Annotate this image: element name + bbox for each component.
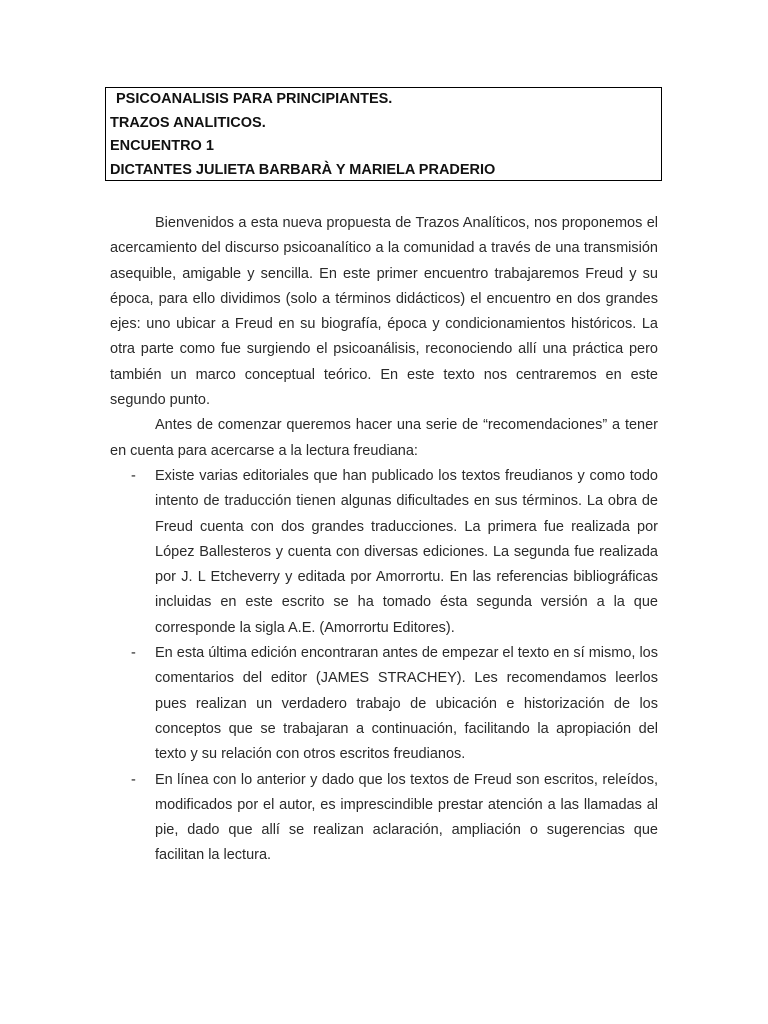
- recommendations-intro-paragraph: Antes de comenzar queremos hacer una serie de “recomendaciones” a tener en cuenta para acercarse a la lectura freudiana:: [110, 417, 658, 459]
- dash-bullet-marker: -: [131, 645, 136, 662]
- list-item-text: En esta última edición encontraran antes de empezar el texto en sí mismo, los comentarios del editor (JAMES STRACHEY). Les recomendamos leerlos pues realizan un verdadero trabajo de ubicación e historización de los conceptos que se trabajaran a continuación, facilitando la apropiación del texto y su relación con otros escritos freudianos.: [155, 645, 658, 763]
- title-box: [105, 87, 662, 181]
- dash-bullet-marker: -: [131, 467, 136, 484]
- list-item: [110, 464, 658, 641]
- list-item-text: En línea con lo anterior y dado que los textos de Freud son escritos, releídos, modificados por el autor, es imprescindible prestar atención a las llamadas al pie, dado que allí se realizan aclaración, ampliación o sugerencias que facilitan la lectura.: [155, 771, 658, 864]
- intro-paragraph: Bienvenidos a esta nueva propuesta de Trazos Analíticos, nos proponemos el acercamiento del discurso psicoanalítico a la comunidad a través de una transmisión asequible, amigable y sencilla. En este primer encuentro trabajaremos Freud y su época, para ello dividimos (solo a términos didácticos) el encuentro en dos grandes ejes: uno ubicar a Freud en su biografía, época y condicionamientos históricos. La otra parte como fue surgiendo el psicoanálisis, reconociendo allí una práctica pero también un marco conceptual teórico. En este texto nos centraremos en este segundo punto.: [110, 215, 658, 409]
- title-line-series: TRAZOS ANALITICOS.: [110, 114, 266, 131]
- title-line-lecturers: DICTANTES JULIETA BARBARÀ Y MARIELA PRADERIO: [110, 161, 496, 178]
- list-item: [110, 768, 658, 869]
- list-item: [110, 641, 658, 767]
- title-line-session: ENCUENTRO 1: [110, 138, 214, 154]
- recommendations-list: [110, 464, 658, 869]
- document-body: [110, 211, 658, 869]
- title-line-course: PSICOANALISIS PARA PRINCIPIANTES.: [116, 91, 393, 107]
- dash-bullet-marker: -: [131, 771, 136, 788]
- list-item-text: Existe varias editoriales que han publicado los textos freudianos y como todo intento de traducción tienen algunas dificultades en sus términos. La obra de Freud cuenta con dos grandes traducciones. La primera fue realizada por López Ballesteros y cuenta con diversas ediciones. La segunda fue realizada por J. L Etcheverry y editada por Amorrortu. En las referencias bibliográficas incluidas en este escrito se ha tomado ésta segunda versión a la que corresponde la sigla A.E. (Amorrortu Editores).: [155, 467, 658, 636]
